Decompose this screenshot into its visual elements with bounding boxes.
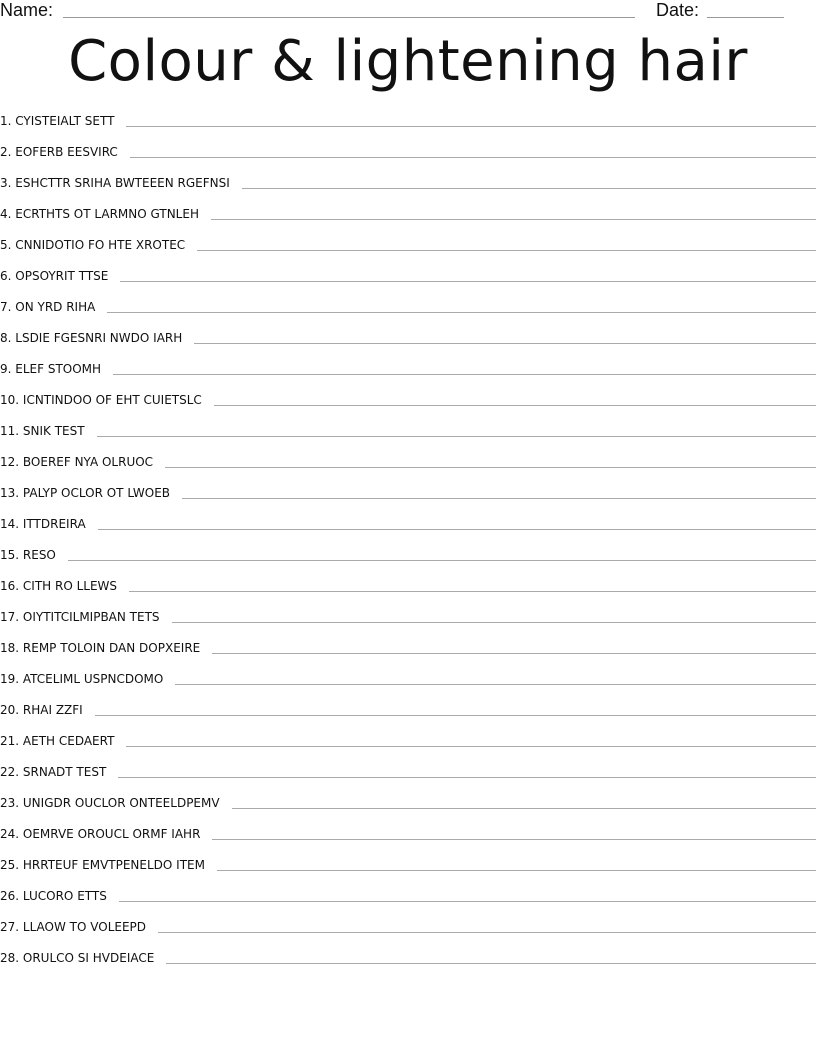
answer-line[interactable]: [214, 391, 816, 406]
date-label: Date:: [656, 0, 700, 20]
answer-line[interactable]: [194, 329, 816, 344]
answer-line[interactable]: [175, 670, 816, 685]
clue-text: 11. SNIK TEST: [0, 424, 85, 438]
clue-text: 10. ICNTINDOO OF EHT CUIETSLC: [0, 393, 202, 407]
clue-text: 22. SRNADT TEST: [0, 765, 107, 779]
answer-line[interactable]: [129, 577, 816, 592]
answer-line[interactable]: [212, 825, 816, 840]
clue-text: 21. AETH CEDAERT: [0, 734, 115, 748]
list-item: [0, 484, 816, 515]
clue-list: [0, 112, 816, 980]
answer-line[interactable]: [119, 887, 816, 902]
clue-text: 24. OEMRVE OROUCL ORMF IAHR: [0, 827, 201, 841]
list-item: [0, 174, 816, 205]
answer-line[interactable]: [165, 453, 816, 468]
list-item: [0, 577, 816, 608]
list-item: [0, 763, 816, 794]
answer-line[interactable]: [95, 701, 816, 716]
answer-line[interactable]: [97, 422, 816, 437]
name-field[interactable]: [63, 17, 635, 18]
clue-text: 2. EOFERB EESVIRC: [0, 145, 118, 159]
answer-line[interactable]: [98, 515, 816, 530]
clue-text: 28. ORULCO SI HVDEIACE: [0, 951, 155, 965]
clue-text: 15. RESO: [0, 548, 56, 562]
list-item: [0, 639, 816, 670]
clue-text: 16. CITH RO LLEWS: [0, 579, 118, 593]
clue-text: 27. LLAOW TO VOLEEPD: [0, 920, 147, 934]
list-item: [0, 267, 816, 298]
answer-line[interactable]: [118, 763, 816, 778]
date-field[interactable]: [707, 17, 784, 18]
answer-line[interactable]: [166, 949, 816, 964]
list-item: [0, 360, 816, 391]
answer-line[interactable]: [113, 360, 816, 375]
answer-line[interactable]: [182, 484, 816, 499]
list-item: [0, 825, 816, 856]
list-item: [0, 453, 816, 484]
clue-text: 23. UNIGDR OUCLOR ONTEELDPEMV: [0, 796, 220, 810]
list-item: [0, 701, 816, 732]
answer-line[interactable]: [197, 236, 816, 251]
answer-line[interactable]: [120, 267, 816, 282]
page-title: Colour & lightening hair: [68, 29, 748, 94]
list-item: [0, 329, 816, 360]
answer-line[interactable]: [158, 918, 816, 933]
clue-text: 4. ECRTHTS OT LARMNO GTNLEH: [0, 207, 199, 221]
clue-text: 20. RHAI ZZFI: [0, 703, 83, 717]
worksheet-header: [0, 0, 816, 24]
clue-text: 18. REMP TOLOIN DAN DOPXEIRE: [0, 641, 201, 655]
clue-text: 8. LSDIE FGESNRI NWDO IARH: [0, 331, 183, 345]
clue-text: 1. CYISTEIALT SETT: [0, 114, 115, 128]
list-item: [0, 608, 816, 639]
list-item: [0, 918, 816, 949]
list-item: [0, 670, 816, 701]
clue-text: 25. HRRTEUF EMVTPENELDO ITEM: [0, 858, 205, 872]
answer-line[interactable]: [211, 205, 816, 220]
list-item: [0, 391, 816, 422]
list-item: [0, 298, 816, 329]
clue-text: 26. LUCORO ETTS: [0, 889, 107, 903]
answer-line[interactable]: [107, 298, 816, 313]
list-item: [0, 794, 816, 825]
name-label: Name:: [0, 0, 54, 20]
answer-line[interactable]: [232, 794, 816, 809]
list-item: [0, 856, 816, 887]
list-item: [0, 887, 816, 918]
answer-line[interactable]: [68, 546, 816, 561]
list-item: [0, 949, 816, 980]
clue-text: 13. PALYP OCLOR OT LWOEB: [0, 486, 171, 500]
answer-line[interactable]: [130, 143, 816, 158]
clue-text: 12. BOEREF NYA OLRUOC: [0, 455, 154, 469]
list-item: [0, 143, 816, 174]
answer-line[interactable]: [242, 174, 816, 189]
clue-text: 17. OIYTITCILMIPBAN TETS: [0, 610, 160, 624]
clue-text: 7. ON YRD RIHA: [0, 300, 96, 314]
list-item: [0, 112, 816, 143]
answer-line[interactable]: [126, 112, 816, 127]
answer-line[interactable]: [126, 732, 816, 747]
list-item: [0, 422, 816, 453]
clue-text: 3. ESHCTTR SRIHA BWTEEEN RGEFNSI: [0, 176, 230, 190]
clue-text: 9. ELEF STOOMH: [0, 362, 102, 376]
list-item: [0, 732, 816, 763]
clue-text: 5. CNNIDOTIO FO HTE XROTEC: [0, 238, 186, 252]
list-item: [0, 546, 816, 577]
clue-text: 6. OPSOYRIT TTSE: [0, 269, 109, 283]
clue-text: 14. ITTDREIRA: [0, 517, 86, 531]
answer-line[interactable]: [172, 608, 816, 623]
list-item: [0, 515, 816, 546]
answer-line[interactable]: [217, 856, 816, 871]
answer-line[interactable]: [212, 639, 816, 654]
list-item: [0, 205, 816, 236]
list-item: [0, 236, 816, 267]
clue-text: 19. ATCELIML USPNCDOMO: [0, 672, 164, 686]
